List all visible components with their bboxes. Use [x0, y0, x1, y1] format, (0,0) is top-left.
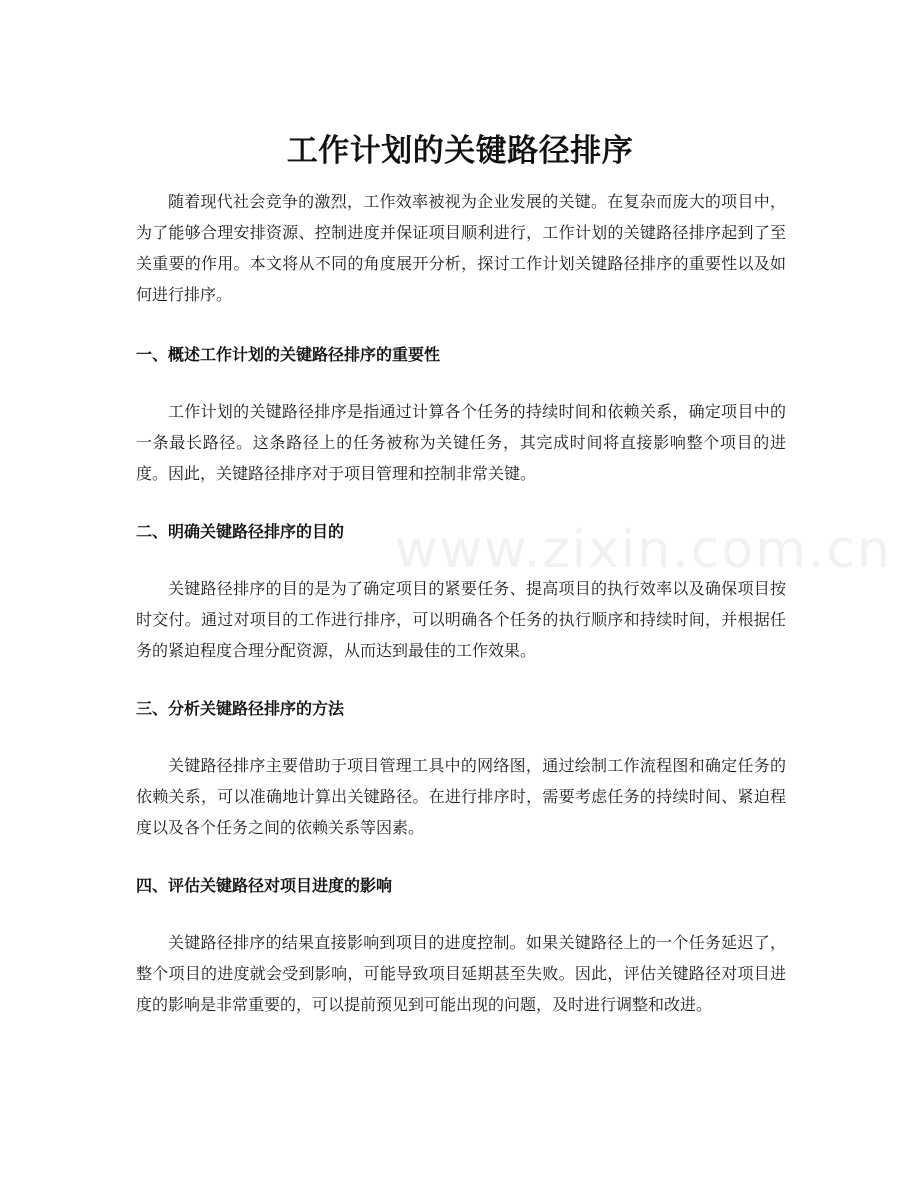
- section-heading-1: 一、概述工作计划的关键路径排序的重要性: [136, 345, 441, 364]
- document-content: [136, 186, 786, 1051]
- section-body-4: 关键路径排序的结果直接影响到项目的进度控制。如果关键路径上的一个任务延迟了，整个项目的进度就会受到影响，可能导致项目延期甚至失败。因此，评估关键路径对项目进度的影响是非常重要的，可以提前预见到可能出现的问题，及时进行调整和改进。: [136, 933, 786, 1014]
- watermark: www.zixin.com.cn: [395, 520, 892, 580]
- document-title: 工作计划的关键路径排序: [286, 132, 634, 169]
- intro-paragraph: 随着现代社会竞争的激烈，工作效率被视为企业发展的关键。在复杂而庞大的项目中，为了能够合理安排资源、控制进度并保证项目顺利进行，工作计划的关键路径排序起到了至关重要的作用。本文将从不同的角度展开分析，探讨工作计划关键路径排序的重要性以及如何进行排序。: [136, 192, 786, 304]
- section-body-1: 工作计划的关键路径排序是指通过计算各个任务的持续时间和依赖关系，确定项目中的一条最长路径。这条路径上的任务被称为关键任务，其完成时间将直接影响整个项目的进度。因此，关键路径排序对于项目管理和控制非常关键。: [136, 402, 786, 483]
- section-body-2: 关键路径排序的目的是为了确定项目的紧要任务、提高项目的执行效率以及确保项目按时交付。通过对项目的工作进行排序，可以明确各个任务的执行顺序和持续时间，并根据任务的紧迫程度合理分配资源，从而达到最佳的工作效果。: [136, 579, 786, 660]
- section-heading-3: 三、分析关键路径排序的方法: [136, 699, 345, 718]
- section-body-3: 关键路径排序主要借助于项目管理工具中的网络图，通过绘制工作流程图和确定任务的依赖关系，可以准确地计算出关键路径。在进行排序时，需要考虑任务的持续时间、紧迫程度以及各个任务之间的依赖关系等因素。: [136, 756, 786, 837]
- section-heading-4: 四、评估关键路径对项目进度的影响: [136, 876, 393, 895]
- section-heading-2: 二、明确关键路径排序的目的: [136, 522, 345, 541]
